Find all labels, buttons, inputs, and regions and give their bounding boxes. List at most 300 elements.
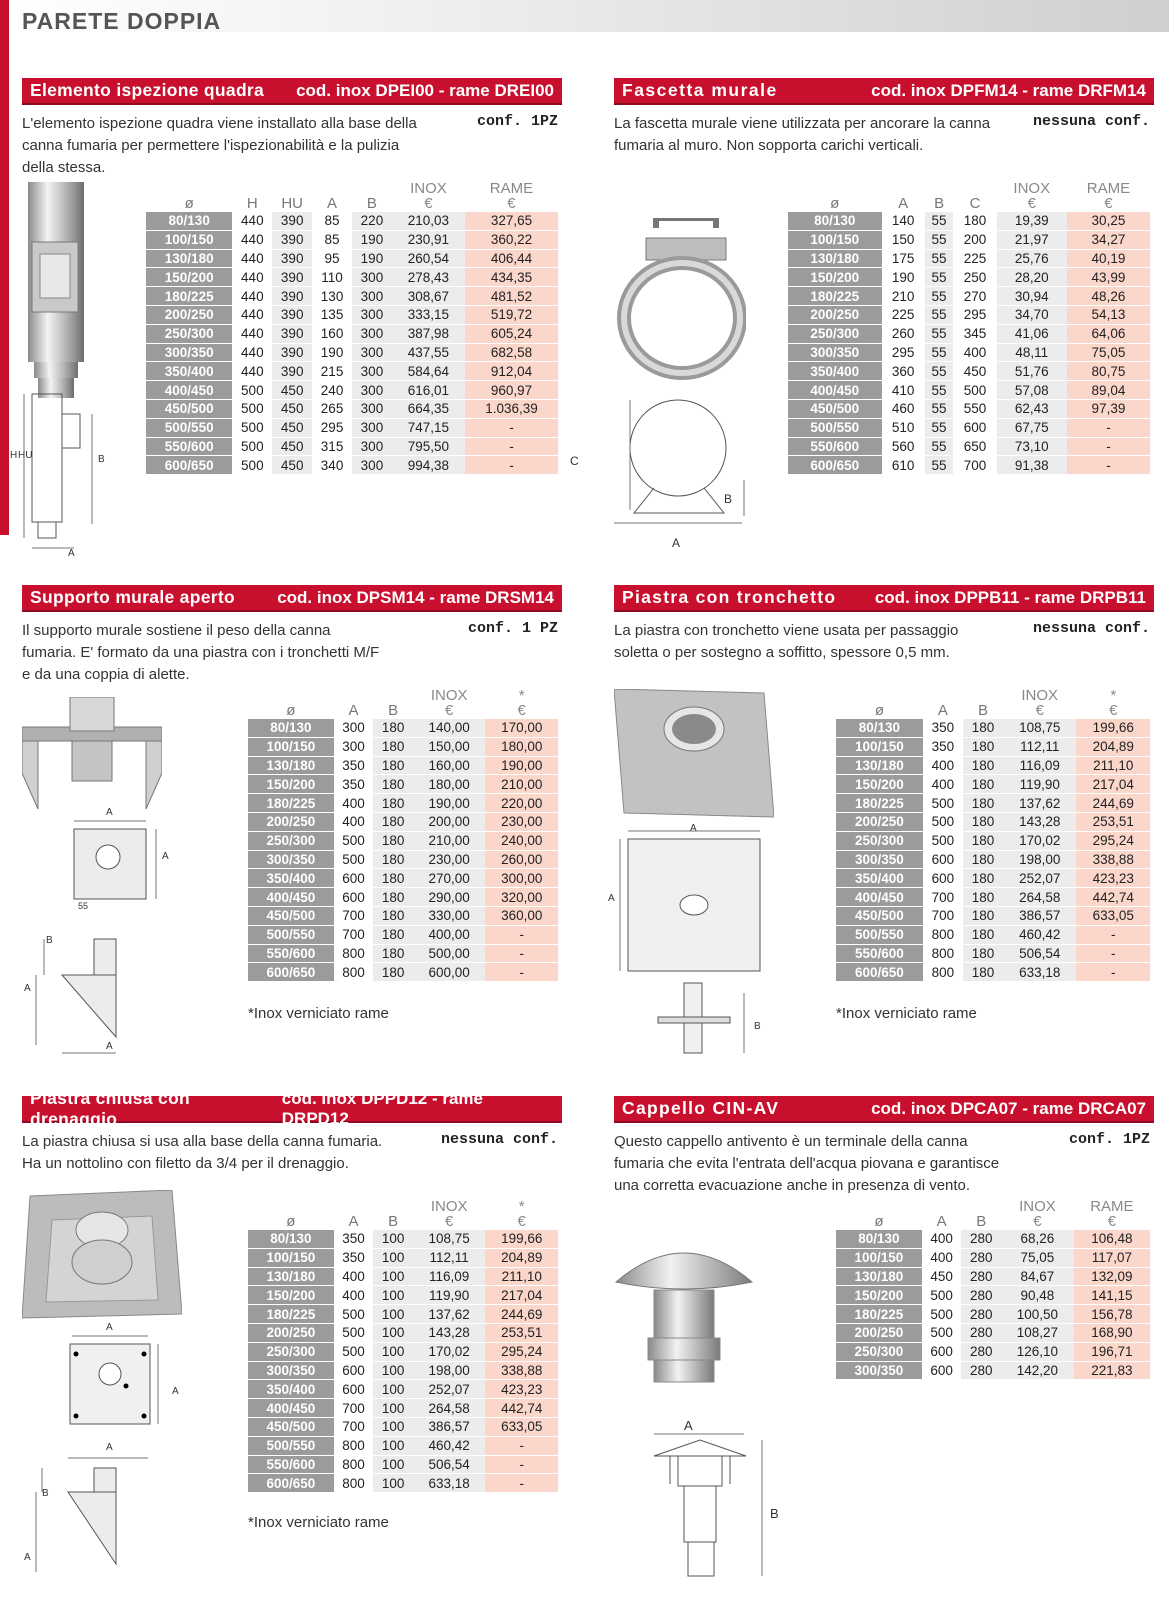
diameter-cell: 550/600 (788, 438, 882, 457)
table-cell: 67,75 (997, 419, 1067, 438)
table-cell: 55 (925, 325, 954, 344)
table-cell: 270 (953, 287, 996, 306)
diameter-cell: 80/130 (248, 719, 334, 738)
table-cell: 180 (373, 775, 413, 794)
table-cell: 168,90 (1074, 1324, 1150, 1343)
table-cell: 48,11 (997, 344, 1067, 363)
diameter-cell: 350/400 (248, 869, 334, 888)
diameter-cell: 350/400 (146, 362, 232, 381)
table-cell: 64,06 (1067, 325, 1150, 344)
table-cell: 55 (925, 287, 954, 306)
diameter-cell: 500/550 (836, 926, 923, 945)
diameter-cell: 550/600 (836, 945, 923, 964)
diameter-cell: 300/350 (248, 851, 334, 870)
table-cell: 190 (312, 344, 352, 363)
table-cell: 360,00 (485, 907, 558, 926)
table-cell: 225 (953, 250, 996, 269)
section-code: cod. inox DPCA07 - rame DRCA07 (871, 1098, 1146, 1118)
diameter-cell: 80/130 (146, 212, 232, 231)
table-cell: 264,58 (413, 1399, 486, 1418)
diameter-cell: 180/225 (146, 287, 232, 306)
table-cell: 300 (352, 438, 392, 457)
table-cell: 217,04 (485, 1286, 558, 1305)
cap-diagram (614, 1426, 784, 1586)
table-cell: 43,99 (1067, 268, 1150, 287)
diameter-cell: 450/500 (836, 907, 923, 926)
diagram-label-h: H (10, 450, 18, 461)
diameter-cell: 100/150 (146, 231, 232, 250)
column-header: ø (286, 702, 296, 719)
table-cell: 500 (922, 1286, 962, 1305)
table-cell: - (485, 963, 558, 982)
table-cell: 108,75 (1003, 719, 1076, 738)
table-cell: 143,28 (413, 1324, 486, 1343)
table-row (788, 419, 1150, 438)
table-cell: 180 (963, 719, 1003, 738)
description-line: La piastra chiusa si usa alla base della canna fumaria. (22, 1133, 383, 1150)
table-cell: - (1076, 963, 1150, 982)
table-cell: 500 (232, 381, 272, 400)
column-header: A (327, 195, 338, 212)
column-header: INOX € (1019, 1198, 1056, 1230)
diameter-cell: 500/550 (248, 926, 334, 945)
table-row (836, 775, 1150, 794)
diameter-cell: 180/225 (836, 1305, 922, 1324)
diameter-cell: 500/550 (248, 1437, 334, 1456)
description-line: della stessa. (22, 159, 106, 176)
table-row (248, 794, 558, 813)
column-header: INOX € (1021, 687, 1059, 719)
column-header: B (388, 1213, 399, 1230)
table-cell: 170,02 (1003, 832, 1076, 851)
table-row (788, 456, 1150, 475)
section-code: cod. inox DPEI00 - rame DREI00 (296, 80, 554, 100)
column-header: RAME € (1090, 1198, 1134, 1230)
column-header: RAME € (489, 180, 534, 212)
column-header: ø (874, 702, 884, 719)
table-cell: 434,35 (465, 268, 558, 287)
table-row (788, 231, 1150, 250)
table-cell: 423,23 (485, 1380, 558, 1399)
table-cell: 230,91 (392, 231, 465, 250)
table-row (248, 1324, 558, 1343)
table-cell: 180 (963, 963, 1003, 982)
diagram-label-a: A (106, 1041, 113, 1052)
table-row (248, 1456, 558, 1475)
table-cell: 180 (373, 813, 413, 832)
column-header: INOX € (430, 1198, 468, 1230)
section-piastra-chiusa (22, 1087, 562, 1586)
table-row (248, 1286, 558, 1305)
table-cell: 140,00 (413, 719, 486, 738)
table-cell: 280 (961, 1343, 1001, 1362)
table-cell: 100 (373, 1418, 413, 1437)
table-cell: 230,00 (485, 813, 558, 832)
table-cell: 295,24 (485, 1343, 558, 1362)
diameter-cell: 450/500 (788, 400, 882, 419)
table-row (788, 344, 1150, 363)
table-cell: 400 (922, 1230, 962, 1249)
table-cell: 390 (272, 325, 312, 344)
table-cell: 800 (923, 926, 963, 945)
table-row (788, 381, 1150, 400)
price-table (248, 1196, 558, 1493)
column-header: B (934, 195, 945, 212)
table-row (146, 306, 558, 325)
table-row (146, 456, 558, 475)
table-cell: 315 (312, 438, 352, 457)
table-row (146, 381, 558, 400)
table-cell: 85 (312, 231, 352, 250)
table-row (146, 438, 558, 457)
table-cell: 308,67 (392, 287, 465, 306)
diameter-cell: 130/180 (248, 757, 334, 776)
table-cell: 300 (352, 287, 392, 306)
table-cell: 460,42 (413, 1437, 486, 1456)
table-row (836, 757, 1150, 776)
table-cell: 48,26 (1067, 287, 1150, 306)
table-cell: 140 (882, 212, 925, 231)
table-cell: 180 (373, 794, 413, 813)
table-cell: 100 (373, 1324, 413, 1343)
table-cell: 180 (373, 851, 413, 870)
diameter-cell: 450/500 (248, 1418, 334, 1437)
diameter-cell: 300/350 (146, 344, 232, 363)
table-row (248, 1230, 558, 1249)
description-line: fumaria al muro. Non sopporta carichi verticali. (614, 137, 924, 154)
table-cell: 250 (953, 268, 996, 287)
table-cell: 264,58 (1003, 888, 1076, 907)
table-cell: 116,09 (413, 1268, 486, 1287)
table-cell: 180 (373, 757, 413, 776)
column-header: RAME € (1086, 180, 1131, 212)
table-cell: 333,15 (392, 306, 465, 325)
diameter-cell: 80/130 (788, 212, 882, 231)
diameter-cell: 250/300 (248, 832, 334, 851)
section-description (614, 620, 958, 664)
section-elemento-ispezione (10, 78, 562, 568)
table-row (248, 1380, 558, 1399)
table-cell: 560 (882, 438, 925, 457)
table-cell: 450 (272, 381, 312, 400)
table-cell: 200,00 (413, 813, 486, 832)
diameter-cell: 250/300 (248, 1343, 334, 1362)
diameter-cell: 550/600 (248, 945, 334, 964)
table-cell: 142,20 (1001, 1362, 1074, 1381)
diameter-cell: 550/600 (248, 1456, 334, 1475)
table-cell: 97,39 (1067, 400, 1150, 419)
section-title: Piastra chiusa con drenaggio (30, 1087, 191, 1129)
diagram-label-a: A (690, 823, 697, 834)
price-table (248, 685, 558, 982)
section-description (22, 113, 417, 179)
table-cell: 270,00 (413, 869, 486, 888)
table-row (836, 794, 1150, 813)
diameter-cell: 100/150 (248, 1249, 334, 1268)
table-cell: 198,00 (1003, 851, 1076, 870)
table-cell: 800 (923, 963, 963, 982)
table-cell: 390 (272, 231, 312, 250)
diameter-cell: 400/450 (836, 888, 923, 907)
table-row (248, 738, 558, 757)
section-header (22, 585, 562, 612)
diameter-cell: 250/300 (146, 325, 232, 344)
diagram-label-b: B (46, 935, 53, 946)
table-cell: 550 (953, 400, 996, 419)
table-cell: 300 (352, 268, 392, 287)
table-cell: 800 (334, 1474, 374, 1493)
table-cell: - (485, 1437, 558, 1456)
description-line: e da una coppia di alette. (22, 666, 190, 683)
diagram-label-c: C (570, 454, 579, 468)
table-cell: 180 (963, 813, 1003, 832)
table-cell: 211,10 (1076, 757, 1150, 776)
table-cell: 280 (961, 1286, 1001, 1305)
cap-photo (614, 1234, 754, 1394)
table-cell: 210,00 (413, 832, 486, 851)
table-cell: 633,05 (1076, 907, 1150, 926)
table-cell: 112,11 (413, 1249, 486, 1268)
diagram-label-a: A (162, 851, 169, 862)
diameter-cell: 250/300 (788, 325, 882, 344)
table-cell: 68,26 (1001, 1230, 1074, 1249)
table-cell: 90,48 (1001, 1286, 1074, 1305)
table-cell: 199,66 (485, 1230, 558, 1249)
table-cell: 330,00 (413, 907, 486, 926)
diameter-cell: 150/200 (836, 775, 923, 794)
table-cell: 295 (882, 344, 925, 363)
table-cell: 180 (373, 888, 413, 907)
table-row (146, 287, 558, 306)
table-cell: 960,97 (465, 381, 558, 400)
column-header: INOX € (1013, 180, 1051, 212)
table-row (836, 832, 1150, 851)
page-title: PARETE DOPPIA (22, 8, 222, 34)
table-cell: 180 (373, 832, 413, 851)
table-cell: 180 (373, 719, 413, 738)
diameter-cell: 80/130 (836, 1230, 922, 1249)
table-cell: 141,15 (1074, 1286, 1150, 1305)
table-row (248, 775, 558, 794)
table-cell: 252,07 (1003, 869, 1076, 888)
table-cell: 215 (312, 362, 352, 381)
table-cell: 350 (923, 719, 963, 738)
table-cell: 423,23 (1076, 869, 1150, 888)
table-cell: 800 (334, 1456, 374, 1475)
table-cell: 994,38 (392, 456, 465, 475)
table-cell: 440 (232, 287, 272, 306)
table-cell: 180 (963, 832, 1003, 851)
table-cell: 220,00 (485, 794, 558, 813)
table-cell: 55 (925, 362, 954, 381)
table-cell: 204,89 (1076, 738, 1150, 757)
table-cell: 55 (925, 250, 954, 269)
table-row (788, 287, 1150, 306)
table-cell: 300 (352, 306, 392, 325)
table-cell: 390 (272, 344, 312, 363)
section-header (22, 1087, 562, 1129)
table-cell: 450 (272, 438, 312, 457)
table-cell: 605,24 (465, 325, 558, 344)
description-line: La piastra con tronchetto viene usata per passaggio (614, 622, 959, 639)
diameter-cell: 130/180 (836, 757, 923, 776)
table-cell: 132,09 (1074, 1268, 1150, 1287)
table-cell: 175 (882, 250, 925, 269)
table-cell: 180 (963, 794, 1003, 813)
table-cell: 350 (334, 1230, 374, 1249)
diameter-cell: 80/130 (836, 719, 923, 738)
table-row (146, 268, 558, 287)
table-row (248, 869, 558, 888)
table-cell: 795,50 (392, 438, 465, 457)
table-cell: 180 (963, 926, 1003, 945)
diameter-cell: 150/200 (248, 775, 334, 794)
table-cell: 180 (373, 963, 413, 982)
table-cell: 300 (352, 362, 392, 381)
table-cell: 200 (953, 231, 996, 250)
table-cell: 100 (373, 1437, 413, 1456)
diameter-cell: 350/400 (788, 362, 882, 381)
column-header: HU (281, 195, 304, 212)
table-cell: 150 (882, 231, 925, 250)
packaging-info: nessuna conf. (1032, 620, 1150, 637)
table-cell: 390 (272, 212, 312, 231)
table-row (248, 907, 558, 926)
column-header: H (246, 195, 258, 212)
table-row (248, 1437, 558, 1456)
table-cell: 280 (961, 1268, 1001, 1287)
section-code: cod. inox DPPD12 - rame DRPD12 (281, 1088, 483, 1128)
table-cell: 406,44 (465, 250, 558, 269)
inspection-element-photo (22, 182, 94, 400)
section-code: cod. inox DPSM14 - rame DRSM14 (277, 587, 554, 607)
table-cell: 350 (923, 738, 963, 757)
table-cell: 664,35 (392, 400, 465, 419)
table-cell: 84,67 (1001, 1268, 1074, 1287)
table-cell: 460 (882, 400, 925, 419)
table-cell: 616,01 (392, 381, 465, 400)
table-cell: 600 (334, 1362, 374, 1381)
table-cell: 682,58 (465, 344, 558, 363)
table-row (248, 851, 558, 870)
table-cell: 100 (373, 1474, 413, 1493)
table-cell: 130 (312, 287, 352, 306)
column-header: ø (184, 195, 194, 212)
table-cell: 230,00 (413, 851, 486, 870)
diagram-label-55: 55 (78, 901, 89, 911)
table-cell: 126,10 (1001, 1343, 1074, 1362)
table-row (248, 1268, 558, 1287)
description-line: fumaria. E' formato da una piastra con i tronchetti M/F (22, 644, 380, 661)
table-cell: 54,13 (1067, 306, 1150, 325)
table-cell: 440 (232, 306, 272, 325)
table-row (146, 419, 558, 438)
table-cell: 210,03 (392, 212, 465, 231)
section-description (614, 1131, 999, 1197)
table-cell: 25,76 (997, 250, 1067, 269)
table-cell: 55 (925, 419, 954, 438)
table-cell: 180 (373, 945, 413, 964)
footnote: *Inox verniciato rame (248, 1005, 389, 1022)
description-line: soletta o per sostegno a soffitto, spessore 0,5 mm. (614, 644, 950, 661)
section-description (22, 620, 379, 686)
table-cell: 700 (334, 1418, 374, 1437)
table-cell: 180 (953, 212, 996, 231)
table-cell: 280 (961, 1362, 1001, 1381)
table-row (836, 1268, 1150, 1287)
table-cell: 519,72 (465, 306, 558, 325)
table-cell: 387,98 (392, 325, 465, 344)
diameter-cell: 500/550 (146, 419, 232, 438)
diameter-cell: 500/550 (788, 419, 882, 438)
table-cell: 400 (923, 775, 963, 794)
column-header: A (898, 195, 909, 212)
price-table (788, 178, 1150, 475)
diagram-label-a: A (68, 548, 75, 559)
table-cell: 290,00 (413, 888, 486, 907)
table-cell: - (1076, 945, 1150, 964)
column-header: * € (517, 687, 526, 719)
diagram-label-a: A (106, 1322, 113, 1333)
wall-bracket-diagram (614, 398, 754, 538)
description-line: Questo cappello antivento è un terminale della canna (614, 1133, 968, 1150)
table-cell: 108,75 (413, 1230, 486, 1249)
table-cell: 108,27 (1001, 1324, 1074, 1343)
column-header: INOX € (410, 180, 447, 212)
diameter-cell: 250/300 (836, 832, 923, 851)
table-cell: 253,51 (485, 1324, 558, 1343)
table-cell: 244,69 (485, 1305, 558, 1324)
column-header: A (348, 702, 359, 719)
table-cell: 610 (882, 456, 925, 475)
price-table (146, 178, 558, 475)
packaging-info: nessuna conf. (440, 1131, 558, 1148)
diameter-cell: 450/500 (146, 400, 232, 419)
diameter-cell: 550/600 (146, 438, 232, 457)
table-cell: 30,25 (1067, 212, 1150, 231)
table-cell: 350 (334, 757, 374, 776)
table-cell: 747,15 (392, 419, 465, 438)
table-cell: 21,97 (997, 231, 1067, 250)
table-cell: 390 (272, 306, 312, 325)
table-cell: - (465, 438, 558, 457)
table-cell: 340 (312, 456, 352, 475)
diameter-cell: 100/150 (788, 231, 882, 250)
table-cell: 55 (925, 231, 954, 250)
table-row (836, 719, 1150, 738)
diameter-cell: 130/180 (146, 250, 232, 269)
table-cell: 410 (882, 381, 925, 400)
table-row (836, 1343, 1150, 1362)
table-cell: 600 (334, 1380, 374, 1399)
table-cell: 278,43 (392, 268, 465, 287)
table-cell: 500 (232, 400, 272, 419)
table-cell: 112,11 (1003, 738, 1076, 757)
table-cell: 390 (272, 268, 312, 287)
table-cell: 170,02 (413, 1343, 486, 1362)
table-cell: 633,18 (413, 1474, 486, 1493)
table-cell: 180 (963, 738, 1003, 757)
table-cell: - (485, 926, 558, 945)
diameter-cell: 180/225 (788, 287, 882, 306)
table-row (788, 362, 1150, 381)
table-cell: 506,54 (1003, 945, 1076, 964)
diameter-cell: 350/400 (836, 869, 923, 888)
table-cell: 386,57 (1003, 907, 1076, 926)
table-cell: - (485, 1456, 558, 1475)
drain-plate-photo (22, 1190, 182, 1320)
table-row (248, 832, 558, 851)
